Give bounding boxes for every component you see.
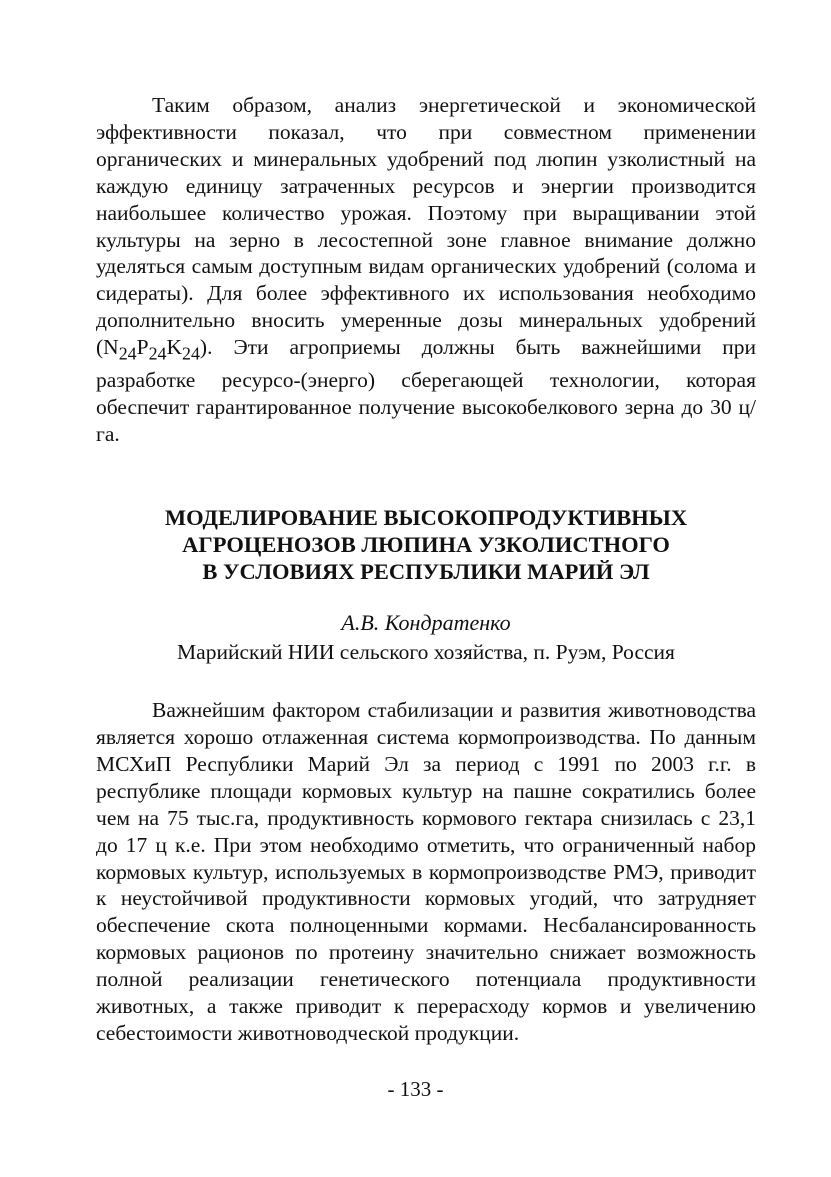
- formula-p: P: [136, 335, 149, 360]
- formula-p-sub: 24: [148, 343, 167, 364]
- intro-text-after-formula: ). Эти агроприемы должны быть важнейшими при разработке ресурсо-(энерго) сберегающей технологии, которая обеспечит гарантированное получение высокобелкового зерна до 30 ц/га.: [96, 335, 756, 447]
- formula-k-sub: 24: [182, 343, 200, 364]
- formula-k: K: [166, 335, 183, 360]
- author-name: А.В. Кондратенко: [341, 610, 511, 636]
- title-line-1: МОДЕЛИРОВАНИЕ ВЫСОКОПРОДУКТИВНЫХ: [164, 505, 688, 531]
- formula-n: N: [103, 335, 119, 360]
- page-number: - 133 -: [387, 1077, 444, 1101]
- intro-paragraph: [96, 92, 756, 448]
- article-body-paragraph: Важнейшим фактором стабилизации и развития животноводства является хорошо отлаженная система кормопроизводства. По данным МСХиП Республики Марий Эл за период с 1991 по 2003 г.г. в республике площади кормовых культур на пашне сократились более чем на 75 тыс.га, продуктивность кормового гектара снизилась с 23,1 до 17 ц к.е. При этом необходимо отметить, что ограниченный набор кормовых культур, используемых в кормопроизводстве РМЭ, приводит к неустойчивой продуктивности кормовых угодий, что затрудняет обеспечение скота полноценными кормами. Несбалансированность кормовых рационов по протеину значительно снижает возможность полной реализации генетического потенциала продуктивности животных, а также приводит к перерасходу кормов и увеличению себестоимости животноводческой продукции.: [96, 698, 756, 1045]
- author-affiliation: Марийский НИИ сельского хозяйства, п. Руэм, Россия: [177, 640, 675, 665]
- page-content: [96, 92, 756, 1047]
- article-title: [96, 504, 756, 585]
- formula-n-sub: 24: [118, 343, 137, 364]
- title-line-2: АГРОЦЕНОЗОВ ЛЮПИНА УЗКОЛИСТНОГО: [182, 532, 670, 558]
- intro-text-before-formula: Таким образом, анализ энергетической и экономической эффективности показал, что при совместном применении органических и минеральных удобрений под люпин узколистный на каждую единицу затраченных ресурсов и энергии производится наибольшее количество урожая. Поэтому при выращивании этой культуры на зерно в лесостепной зоне главное внимание должно уделяться самым доступным видам органических удобрений (солома и сидераты). Для более эффективного их использования необходимо дополнительно вносить умеренные дозы минеральных удобрений (: [96, 93, 756, 360]
- title-line-3: В УСЛОВИЯХ РЕСПУБЛИКИ МАРИЙ ЭЛ: [202, 559, 650, 585]
- npk-formula: [103, 335, 200, 364]
